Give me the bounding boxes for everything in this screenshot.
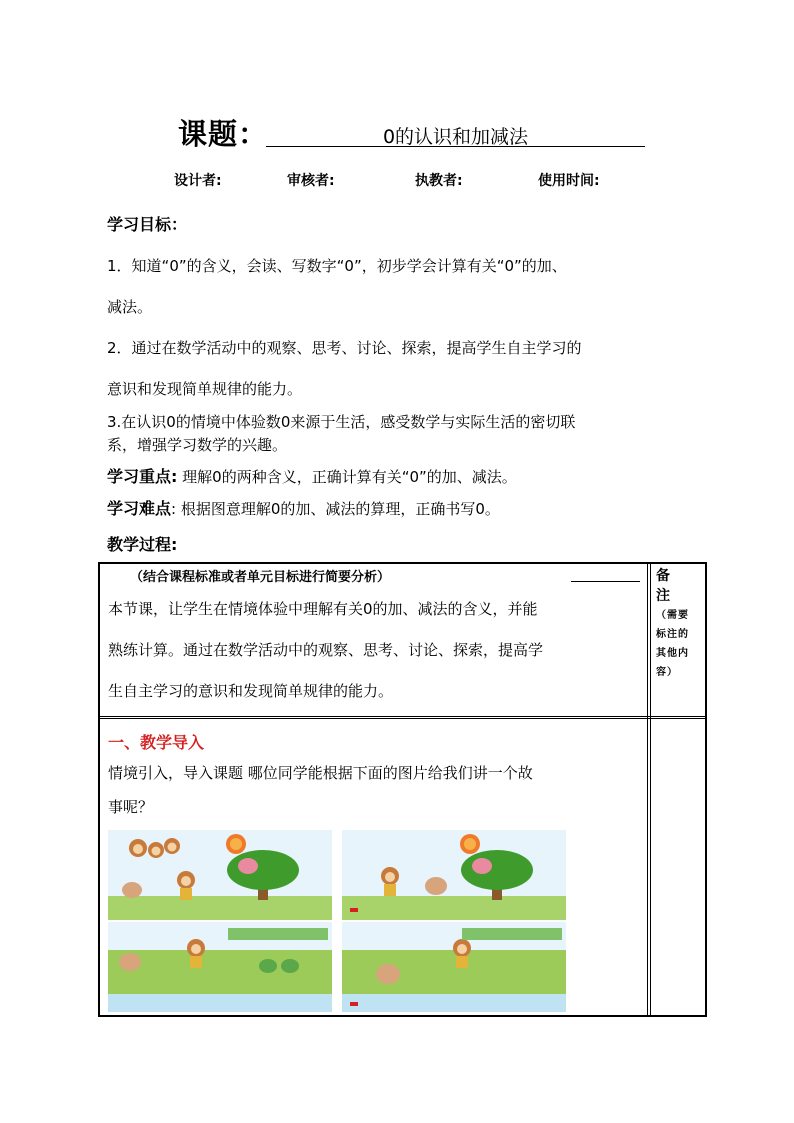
process-heading: 教学过程: bbox=[107, 535, 178, 554]
note-subtext: 标注的 bbox=[656, 629, 689, 640]
analysis-header: （结合课程标准或者单元目标进行简要分析） bbox=[130, 570, 391, 585]
objective-line: 3.在认识0的情境中体验数0来源于生活，感受数学与实际生活的密切联 bbox=[107, 413, 576, 431]
note-subtext: 其他内 bbox=[656, 648, 689, 659]
note-subtext: 容） bbox=[656, 667, 678, 678]
page-title: 0的认识和加减法 bbox=[382, 126, 529, 148]
story-panel-4 bbox=[342, 922, 566, 1012]
teacher-label: 执教者: bbox=[415, 173, 463, 189]
difficulty bbox=[107, 496, 500, 519]
section-title-intro: 一、教学导入 bbox=[108, 733, 205, 752]
story-panel-2 bbox=[342, 830, 566, 920]
analysis-line: 熟练计算。通过在数学活动中的观察、思考、讨论、探索，提高学 bbox=[108, 641, 544, 659]
designer-label: 设计者: bbox=[174, 173, 222, 189]
analysis-blank-line bbox=[571, 581, 640, 582]
note-title: 注 bbox=[656, 588, 670, 604]
note-subtext: （需要 bbox=[656, 610, 689, 621]
table-divider bbox=[647, 564, 648, 1015]
story-illustration bbox=[108, 830, 562, 1010]
analysis-line: 本节课，让学生在情境体验中理解有关0的加、减法的含义，并能 bbox=[108, 600, 538, 618]
difficulty-text: : 根据图意理解0的加、减法的算理，正确书写0。 bbox=[171, 500, 500, 518]
sun-illustration bbox=[460, 834, 480, 854]
table-divider bbox=[100, 718, 705, 719]
table-divider bbox=[650, 564, 651, 1015]
objective-line: 2．通过在数学活动中的观察、思考、讨论、探索，提高学生自主学习的 bbox=[107, 339, 582, 357]
reviewer-label: 审核者: bbox=[287, 173, 335, 189]
peach-illustration bbox=[119, 953, 141, 971]
key-point-text: 理解0的两种含义，正确计算有关“0”的加、减法。 bbox=[177, 468, 517, 486]
section-line: 情境引入，导入课题 哪位同学能根据下面的图片给我们讲一个故 bbox=[108, 764, 533, 782]
process-table bbox=[98, 562, 707, 1017]
section-line: 事呢？ bbox=[108, 798, 154, 816]
note-title: 备 bbox=[656, 568, 670, 584]
peach-illustration bbox=[376, 964, 400, 984]
title-label: 课题： bbox=[178, 117, 269, 151]
analysis-line: 生自主学习的意识和发现简单规律的能力。 bbox=[108, 682, 394, 700]
objective-line: 系，增强学习数学的兴趣。 bbox=[107, 436, 288, 454]
notes-column bbox=[656, 566, 704, 682]
objectives-heading: 学习目标： bbox=[107, 215, 188, 234]
story-panel-3 bbox=[108, 922, 332, 1012]
table-divider bbox=[100, 716, 705, 717]
peach-illustration bbox=[425, 877, 447, 895]
difficulty-label: 学习难点 bbox=[107, 499, 172, 518]
objective-line: 减法。 bbox=[107, 298, 153, 316]
key-point bbox=[107, 464, 517, 487]
time-label: 使用时间: bbox=[538, 173, 600, 189]
peach-illustration bbox=[122, 882, 142, 898]
story-panel-1 bbox=[108, 830, 332, 920]
objective-line: 意识和发现简单规律的能力。 bbox=[107, 380, 303, 398]
objective-line: 1．知道“0”的含义，会读、写数字“0”，初步学会计算有关“0”的加、 bbox=[107, 257, 567, 275]
sun-illustration bbox=[226, 834, 246, 854]
key-point-label: 学习重点: bbox=[107, 467, 178, 486]
